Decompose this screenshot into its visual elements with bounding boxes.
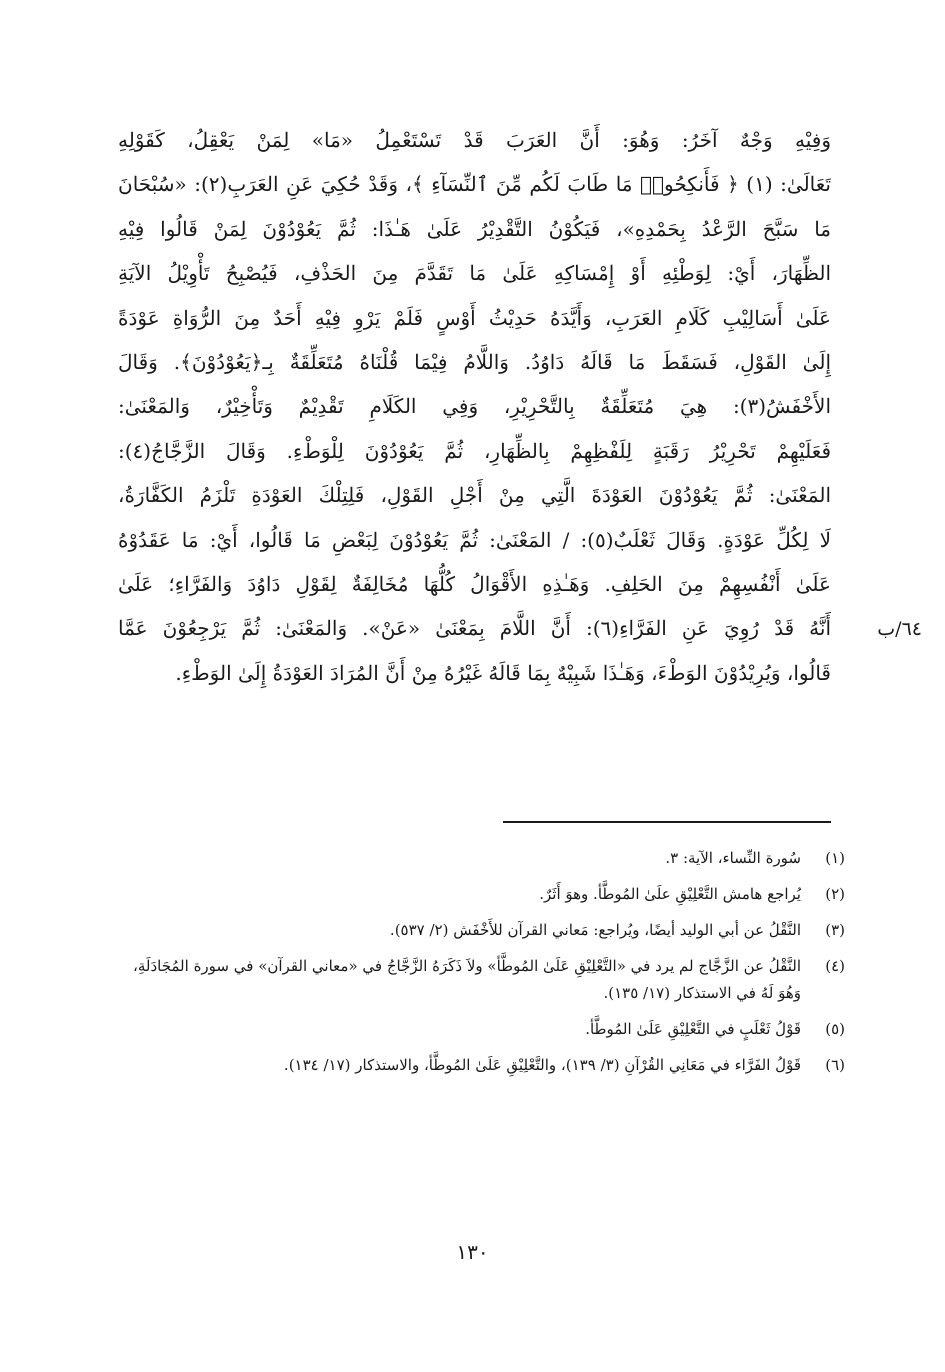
footnote-number: (١) bbox=[825, 849, 845, 867]
footnote-item bbox=[115, 1052, 845, 1079]
footnote-item bbox=[115, 1016, 845, 1043]
text-line: عَلَىٰ أَنْفُسِهِمْ مِنَ الحَلِفِ. وَهَـٰذِهِ الأَقْوَالُ كُلُّهَا مُخَالِفَةٌ لِقَوْلِ دَاوُدَ وَالفَرَّاءِ؛ عَلَىٰ bbox=[118, 571, 831, 596]
footnotes-list bbox=[115, 845, 845, 1088]
footnote-item bbox=[115, 881, 845, 908]
text-line: لَا لِكُلِّ عَوْدَةٍ. وَقَالَ ثَعْلَبٌ(٥): / المَعْنَىٰ: ثُمَّ يَعُوْدُوْنَ لِبَعْضِ مَا قَالُوا، أَيْ: مَا عَقَدُوْهُ bbox=[118, 527, 831, 552]
page-number: ١٣٠ bbox=[456, 1240, 489, 1264]
manuscript-folio-note: ٦٤/ب bbox=[877, 618, 922, 640]
footnote-item bbox=[115, 953, 845, 1007]
footnote-text: سُورة النِّساء، الآية: ٣. bbox=[665, 849, 801, 867]
footnote-item bbox=[115, 917, 845, 944]
footnote-number: (٦) bbox=[825, 1056, 845, 1074]
text-line: فَعَلَيْهِمْ تَحْرِيْرُ رَقَبَةٍ لِلَفْظِهِمْ بِالظِّهَارِ، ثُمَّ يَعُوْدُوْنَ لِلْوَطْءِ. وَقَالَ الزَّجَّاجُ(٤): bbox=[118, 438, 831, 463]
footnote-number: (٤) bbox=[825, 957, 845, 975]
text-line: تَعَالَىٰ: (١) ﴿ فَأَنكِحُوا۟ مَا طَابَ لَكُم مِّنَ ٱلنِّسَآءِ ﴾، وَقَدْ حُكِيَ عَنِ العَرَبِ(٢): «سُبْحَانَ bbox=[118, 172, 831, 197]
text-line: قَالُوا، وَيُرِيْدُوْنَ الوَطْءَ، وَهَـٰذَا شَبِيْهٌ بِمَا قَالَهُ غَيْرُهُ مِنْ أَنَّ المُرَادَ العَوْدَةُ إِلَىٰ الوَطْءِ. bbox=[175, 660, 831, 685]
text-line: عَلَىٰ أَسَالِيْبِ كَلَامِ العَرَبِ، وَأَيَّدَهُ حَدِيْثُ أَوْسٍ فَلَمْ يَرْوِ فِيْهِ أَحَدٌ مِنَ الرُّوَاةِ عَوْدَةً bbox=[118, 305, 831, 330]
text-line: وَفِيْهِ وَجْهٌ آخَرُ: وَهُوَ: أَنَّ العَرَبَ قَدْ تَسْتَعْمِلُ «مَا» لِمَنْ يَعْقِلُ، كَقَوْلِهِ bbox=[118, 128, 831, 152]
text-line: الأَخْفَشُ(٣): هِيَ مُتَعَلِّقَةٌ بِالتَّحْرِيْرِ، وَفِي الكَلَامِ تَقْدِيْمٌ وَتَأْخِيْرٌ، وَالمَعْنَىٰ: bbox=[118, 394, 831, 419]
footnote-text: يُراجع هامش التَّعْلِيْقِ علَىٰ المُوطَّأ. وهوَ أَثَرٌ. bbox=[539, 885, 801, 903]
footnote-text: النَّقْلُ عن أبي الوليد أيضًا، ويُراجع: مَعاني القرآن للأَخْفَش (٢/ ٥٣٧). bbox=[389, 921, 801, 939]
main-text-block bbox=[118, 118, 831, 695]
footnote-number: (٥) bbox=[825, 1020, 845, 1038]
footnote-item bbox=[115, 845, 845, 872]
footnote-text: قَوْلُ ثَعْلَبٍ في التَّعْلِيْقِ عَلَىٰ المُوطَّأ. bbox=[585, 1020, 801, 1038]
footnote-separator bbox=[503, 821, 831, 823]
footnote-number: (٣) bbox=[825, 921, 845, 939]
footnote-text: قَوْلُ الفَرَّاء في مَعَانِي القُرْآنِ (٣/ ١٣٩)، والتَّعْلِيْقِ عَلَىٰ المُوطَّأ، والاستذكار (١٧/ ١٣٤). bbox=[283, 1056, 801, 1074]
footnote-number: (٢) bbox=[825, 885, 845, 903]
footnote-text: النَّقْلُ عن الزَّجَّاج لم يرد في «التَّعْلِيْقِ عَلَىٰ المُوطَّأ» ولاَ ذَكَرَهُ الزَّجَّاجُ في «معاني القرآن» في سورة المُجَادَلَةِ، وَهُوَ لَهُ في الاستذكار (١٧/ ١٣٥). bbox=[133, 957, 801, 1002]
text-line: المَعْنَىٰ: ثُمَّ يَعُوْدُوْنَ العَوْدَةَ الَّتِي مِنْ أَجْلِ القَوْلِ، فَلِتِلْكَ العَوْدَةِ تَلْزَمُ الكَفَّارَةُ، bbox=[118, 483, 831, 508]
text-line: مَا سَبَّحَ الرَّعْدُ بِحَمْدِهِ»، فَيَكُوْنُ التَّقْدِيْرُ عَلَىٰ هَـٰذَا: ثُمَّ يَعُوْدُوْنَ لِمَنْ قَالُوا فِيْهِ bbox=[118, 216, 831, 241]
text-line: الظِّهَارَ، أَيْ: لِوَطْئِهِ أَوْ إِمْسَاكِهِ عَلَىٰ مَا تَقَدَّمَ مِنَ الحَذْفِ، فَيُصْبِحُ تَأْوِيْلُ الآيَةِ bbox=[118, 261, 831, 286]
text-line: أَنَّهُ قَدْ رُوِيَ عَنِ الفَرَّاءِ(٦): أَنَّ اللَّامَ بِمَعْنَىٰ «عَنْ». وَالمَعْنَىٰ: ثُمَّ يَرْجِعُوْنَ عَمَّا bbox=[118, 616, 831, 641]
text-line: إِلَىٰ القَوْلِ، فَسَقَطَ مَا قَالَهُ دَاوُدُ. وَاللَّامُ فِيْمَا قُلْنَاهُ مُتَعَلِّقَةٌ بِـ﴿يَعُوْدُوْنَ﴾. وَقَالَ bbox=[118, 349, 831, 374]
